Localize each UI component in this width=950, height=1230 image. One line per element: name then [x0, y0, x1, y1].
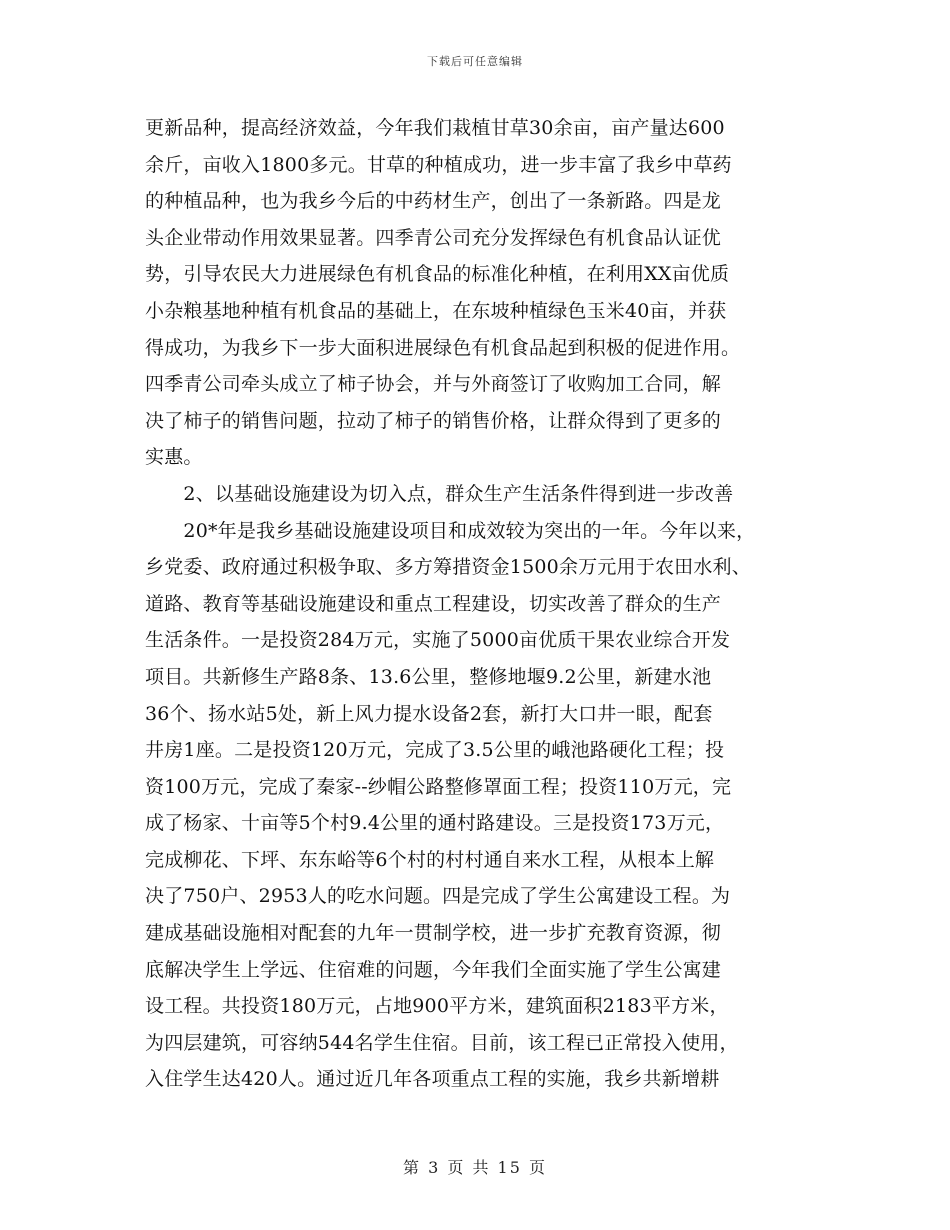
- text-line: 完成柳花、下坪、东东峪等6个村的村村通自来水工程，从根本上解: [145, 848, 715, 871]
- text-line: 余斤，亩收入1800多元。甘草的种植成功，进一步丰富了我乡中草药: [145, 153, 732, 176]
- body-text: [145, 110, 825, 1098]
- text-line: 建成基础设施相对配套的九年一贯制学校，进一步扩充教育资源，彻: [145, 922, 722, 945]
- text-line: 成了杨家、十亩等5个村9.4公里的通村路建设。三是投资173万元，: [145, 812, 725, 835]
- text-line: 的种植品种，也为我乡今后的中药材生产，创出了一条新路。四是龙: [145, 190, 722, 213]
- text-line: 设工程。共投资180万元，占地900平方米，建筑面积2183平方米，: [145, 995, 729, 1018]
- text-line: 井房1座。二是投资120万元，完成了3.5公里的峨池路硬化工程；投: [145, 739, 725, 762]
- text-line: 36个、扬水站5处，新上风力提水设备2套，新打大口井一眼，配套: [145, 702, 713, 725]
- text-line: 四季青公司牵头成立了柿子协会，并与外商签订了收购加工合同，解: [145, 373, 722, 396]
- page-number: 第 3 页 共 15 页: [403, 1158, 547, 1177]
- text-line: 决了750户、2953人的吃水问题。四是完成了学生公寓建设工程。为: [145, 885, 731, 908]
- text-line: 生活条件。一是投资284万元，实施了5000亩优质干果农业综合开发: [145, 629, 731, 652]
- text-line: 道路、教育等基础设施建设和重点工程建设，切实改善了群众的生产: [145, 592, 722, 615]
- text-line: 资100万元，完成了秦家--纱帽公路整修罩面工程；投资110万元，完: [145, 775, 732, 798]
- text-line: 得成功，为我乡下一步大面积进展绿色有机食品起到积极的促进作用。: [145, 336, 741, 359]
- text-line: 更新品种，提高经济效益，今年我们栽植甘草30余亩，亩产量达600: [145, 117, 725, 139]
- text-line: 乡党委、政府通过积极争取、多方筹措资金1500余万元用于农田水利、: [145, 556, 751, 579]
- text-line: 入住学生达420人。通过近几年各项重点工程的实施，我乡共新增耕: [145, 1068, 720, 1091]
- text-line: 为四层建筑，可容纳544名学生住宿。目前，该工程已正常投入使用，: [145, 1031, 739, 1054]
- text-line: 实惠。: [145, 446, 203, 469]
- text-line: 势，引导农民大力进展绿色有机食品的标准化种植，在利用XX亩优质: [145, 263, 730, 286]
- text-line: 底解决学生上学远、住宿难的问题，今年我们全面实施了学生公寓建: [145, 958, 722, 981]
- header-note: 下载后可任意编辑: [427, 55, 523, 68]
- text-line: 20*年是我乡基础设施建设项目和成效较为突出的一年。今年以来，: [145, 519, 756, 542]
- text-line: 决了柿子的销售问题，拉动了柿子的销售价格，让群众得到了更多的: [145, 409, 722, 432]
- text-line: 头企业带动作用效果显著。四季青公司充分发挥绿色有机食品认证优: [145, 226, 722, 249]
- section-heading: 2、以基础设施建设为切入点，群众生产生活条件得到进一步改善: [145, 482, 734, 505]
- text-line: 小杂粮基地种植有机食品的基础上，在东坡种植绿色玉米40亩，并获: [145, 299, 727, 322]
- text-line: 项目。共新修生产路8条、13.6公里，整修地堰9.2公里，新建水池: [145, 665, 712, 688]
